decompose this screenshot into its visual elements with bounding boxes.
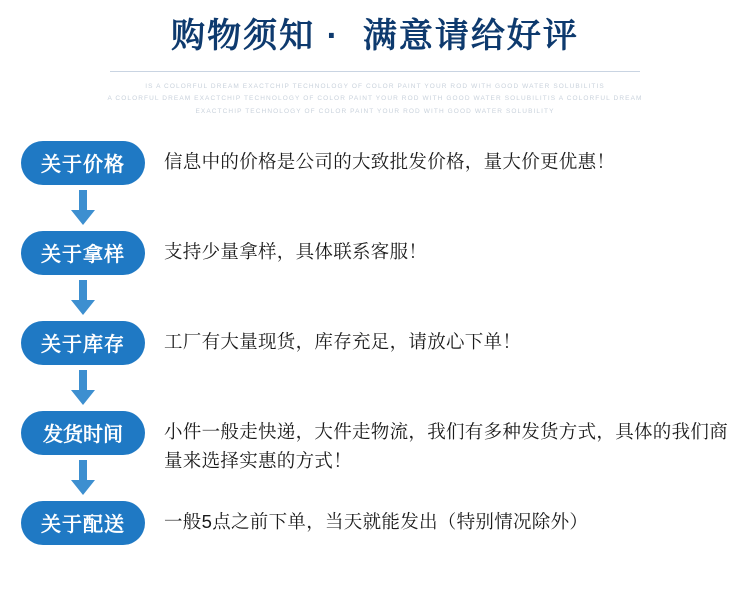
badge-delivery: 关于配送 xyxy=(21,501,145,545)
down-arrow-icon xyxy=(21,185,145,231)
notice-text: 工厂有大量现货，库存充足，请放心下单！ xyxy=(164,330,522,352)
notice-text: 一般5点之前下单，当天就能发出（特别情况除外） xyxy=(164,510,589,532)
notice-text: 小件一般走快递，大件走物流，我们有多种发货方式，具体的我们商量来选择实惠的方式！ xyxy=(164,420,729,472)
down-arrow-icon xyxy=(21,455,145,501)
text-column xyxy=(152,141,750,177)
notice-row xyxy=(14,231,750,321)
notice-text: 信息中的价格是公司的大致批发价格，量大价更优惠！ xyxy=(164,150,616,172)
badge-column xyxy=(14,501,152,545)
notice-text: 支持少量拿样，具体联系客服！ xyxy=(164,240,428,262)
header-divider xyxy=(110,71,640,72)
badge-sample: 关于拿样 xyxy=(21,231,145,275)
badge-column xyxy=(14,141,152,231)
text-column xyxy=(152,231,750,267)
notice-rows xyxy=(0,141,750,545)
badge-price: 关于价格 xyxy=(21,141,145,185)
header-subtext-line-2: A COLORFUL DREAM EXACTCHIP TECHNOLOGY OF COLOR PAINT YOUR ROD WITH GOOD WATER SOLUBILITIS A COLORFUL DREAM xyxy=(107,95,643,103)
badge-column xyxy=(14,411,152,501)
down-arrow-icon xyxy=(21,365,145,411)
badge-shipping-time: 发货时间 xyxy=(21,411,145,455)
header-subtext-line-3: EXACTCHIP TECHNOLOGY OF COLOR PAINT YOUR ROD WITH GOOD WATER SOLUBILITY xyxy=(195,108,555,116)
badge-column xyxy=(14,231,152,321)
down-arrow-icon xyxy=(21,275,145,321)
text-column xyxy=(152,411,750,476)
notice-row xyxy=(14,321,750,411)
page-header xyxy=(0,0,750,119)
notice-row xyxy=(14,141,750,231)
header-subtext-line-1: IS A COLORFUL DREAM EXACTCHIP TECHNOLOGY OF COLOR PAINT YOUR ROD WITH GOOD WATER SOLUBILITIS xyxy=(145,82,605,90)
badge-stock: 关于库存 xyxy=(21,321,145,365)
notice-row xyxy=(14,501,750,545)
header-subtext xyxy=(95,81,655,119)
badge-column xyxy=(14,321,152,411)
text-column xyxy=(152,321,750,357)
page-title: 购物须知 · 满意请给好评 xyxy=(171,17,579,55)
notice-row xyxy=(14,411,750,501)
text-column xyxy=(152,501,750,537)
